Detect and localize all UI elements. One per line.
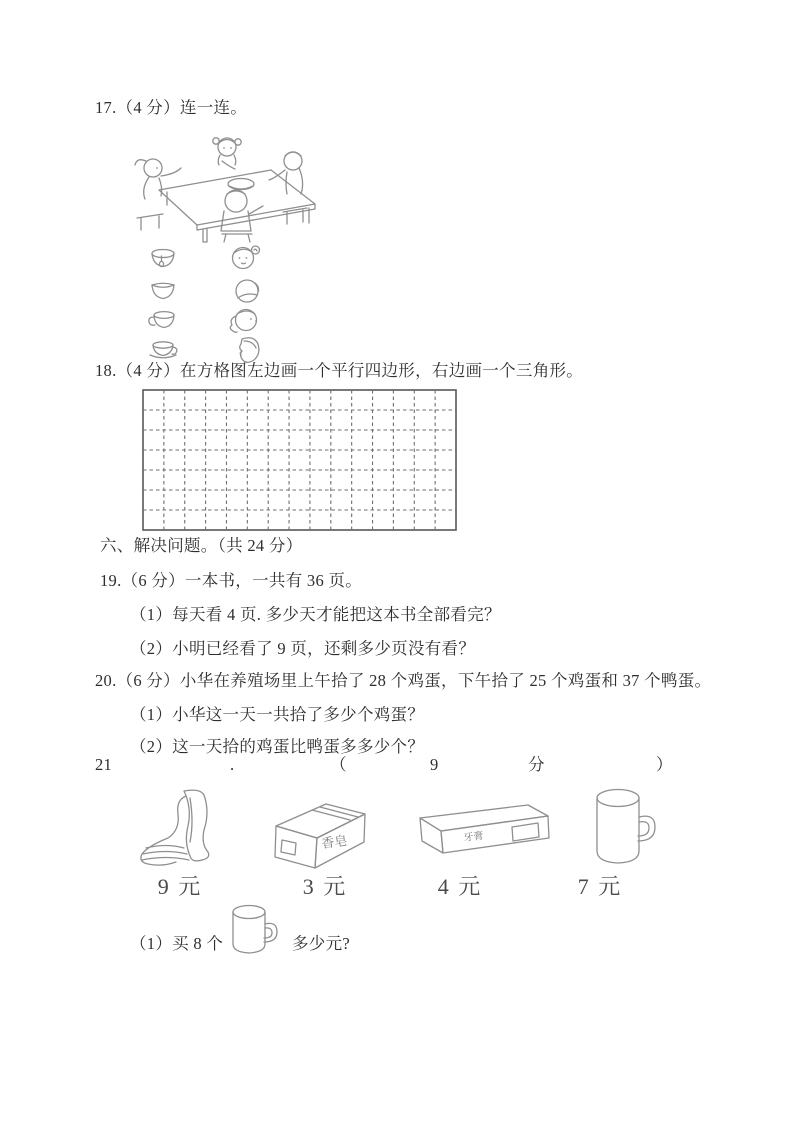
head-from-behind-icon [230,276,266,306]
toothpaste-box-label: 牙膏 [463,830,485,844]
q21-sub1-prefix: （1）买 8 个 [130,934,224,953]
q19-label: 19.（6 分）一本书，一共有 36 页。 [100,571,363,590]
mug-small-icon [224,902,282,960]
girl-with-ponytail-icon [226,305,264,335]
q21-points: 9 [430,755,439,774]
toothpaste-price: 4 元 [437,874,483,899]
bowl-with-spoon-icon [148,246,178,272]
towel-icon [132,786,247,871]
q20-sub2: （2）这一天拾的鸡蛋比鸭蛋多多少个？ [130,737,425,756]
q20-sub1: （1）小华这一天一共拾了多少个鸡蛋？ [130,705,425,724]
soap-box-label: 香皂 [320,832,349,851]
drawing-grid [142,389,457,531]
q21-number: 21 [95,755,113,774]
soap-price: 3 元 [302,874,348,899]
q18-label: 18.（4 分）在方格图左边画一个平行四边形，右边画一个三角形。 [95,361,584,380]
toothpaste-box-icon [412,800,554,862]
section6-heading: 六、解决问题。（共 24 分） [100,536,303,555]
children-around-table-illustration [123,128,323,246]
q21-dot: . [230,755,235,774]
q20-label: 20.（6 分）小华在养殖场里上午拾了 28 个鸡蛋，下午拾了 25 个鸡蛋和 37 个鸭蛋。 [95,671,712,690]
q21-paren-close: ） [656,755,673,774]
soap-box-icon [268,796,373,871]
towel-price: 9 元 [157,874,203,899]
cup-with-left-handle-icon [146,308,178,334]
q21-points-unit: 分 [528,755,545,774]
q21-sub1-suffix: 多少元? [292,934,351,953]
mug-icon [585,785,659,872]
bowl-icon [148,279,178,305]
q21-paren-open: （ [330,755,347,774]
q19-sub1: （1）每天看 4 页. 多少天才能把这本书全部看完？ [130,605,501,624]
q19-sub2: （2）小明已经看了 9 页，还剩多少页没有看？ [130,639,476,658]
mug-price: 7 元 [577,874,623,899]
girl-with-bun-icon [228,242,264,272]
q17-label: 17.（4 分）连一连。 [95,98,248,117]
